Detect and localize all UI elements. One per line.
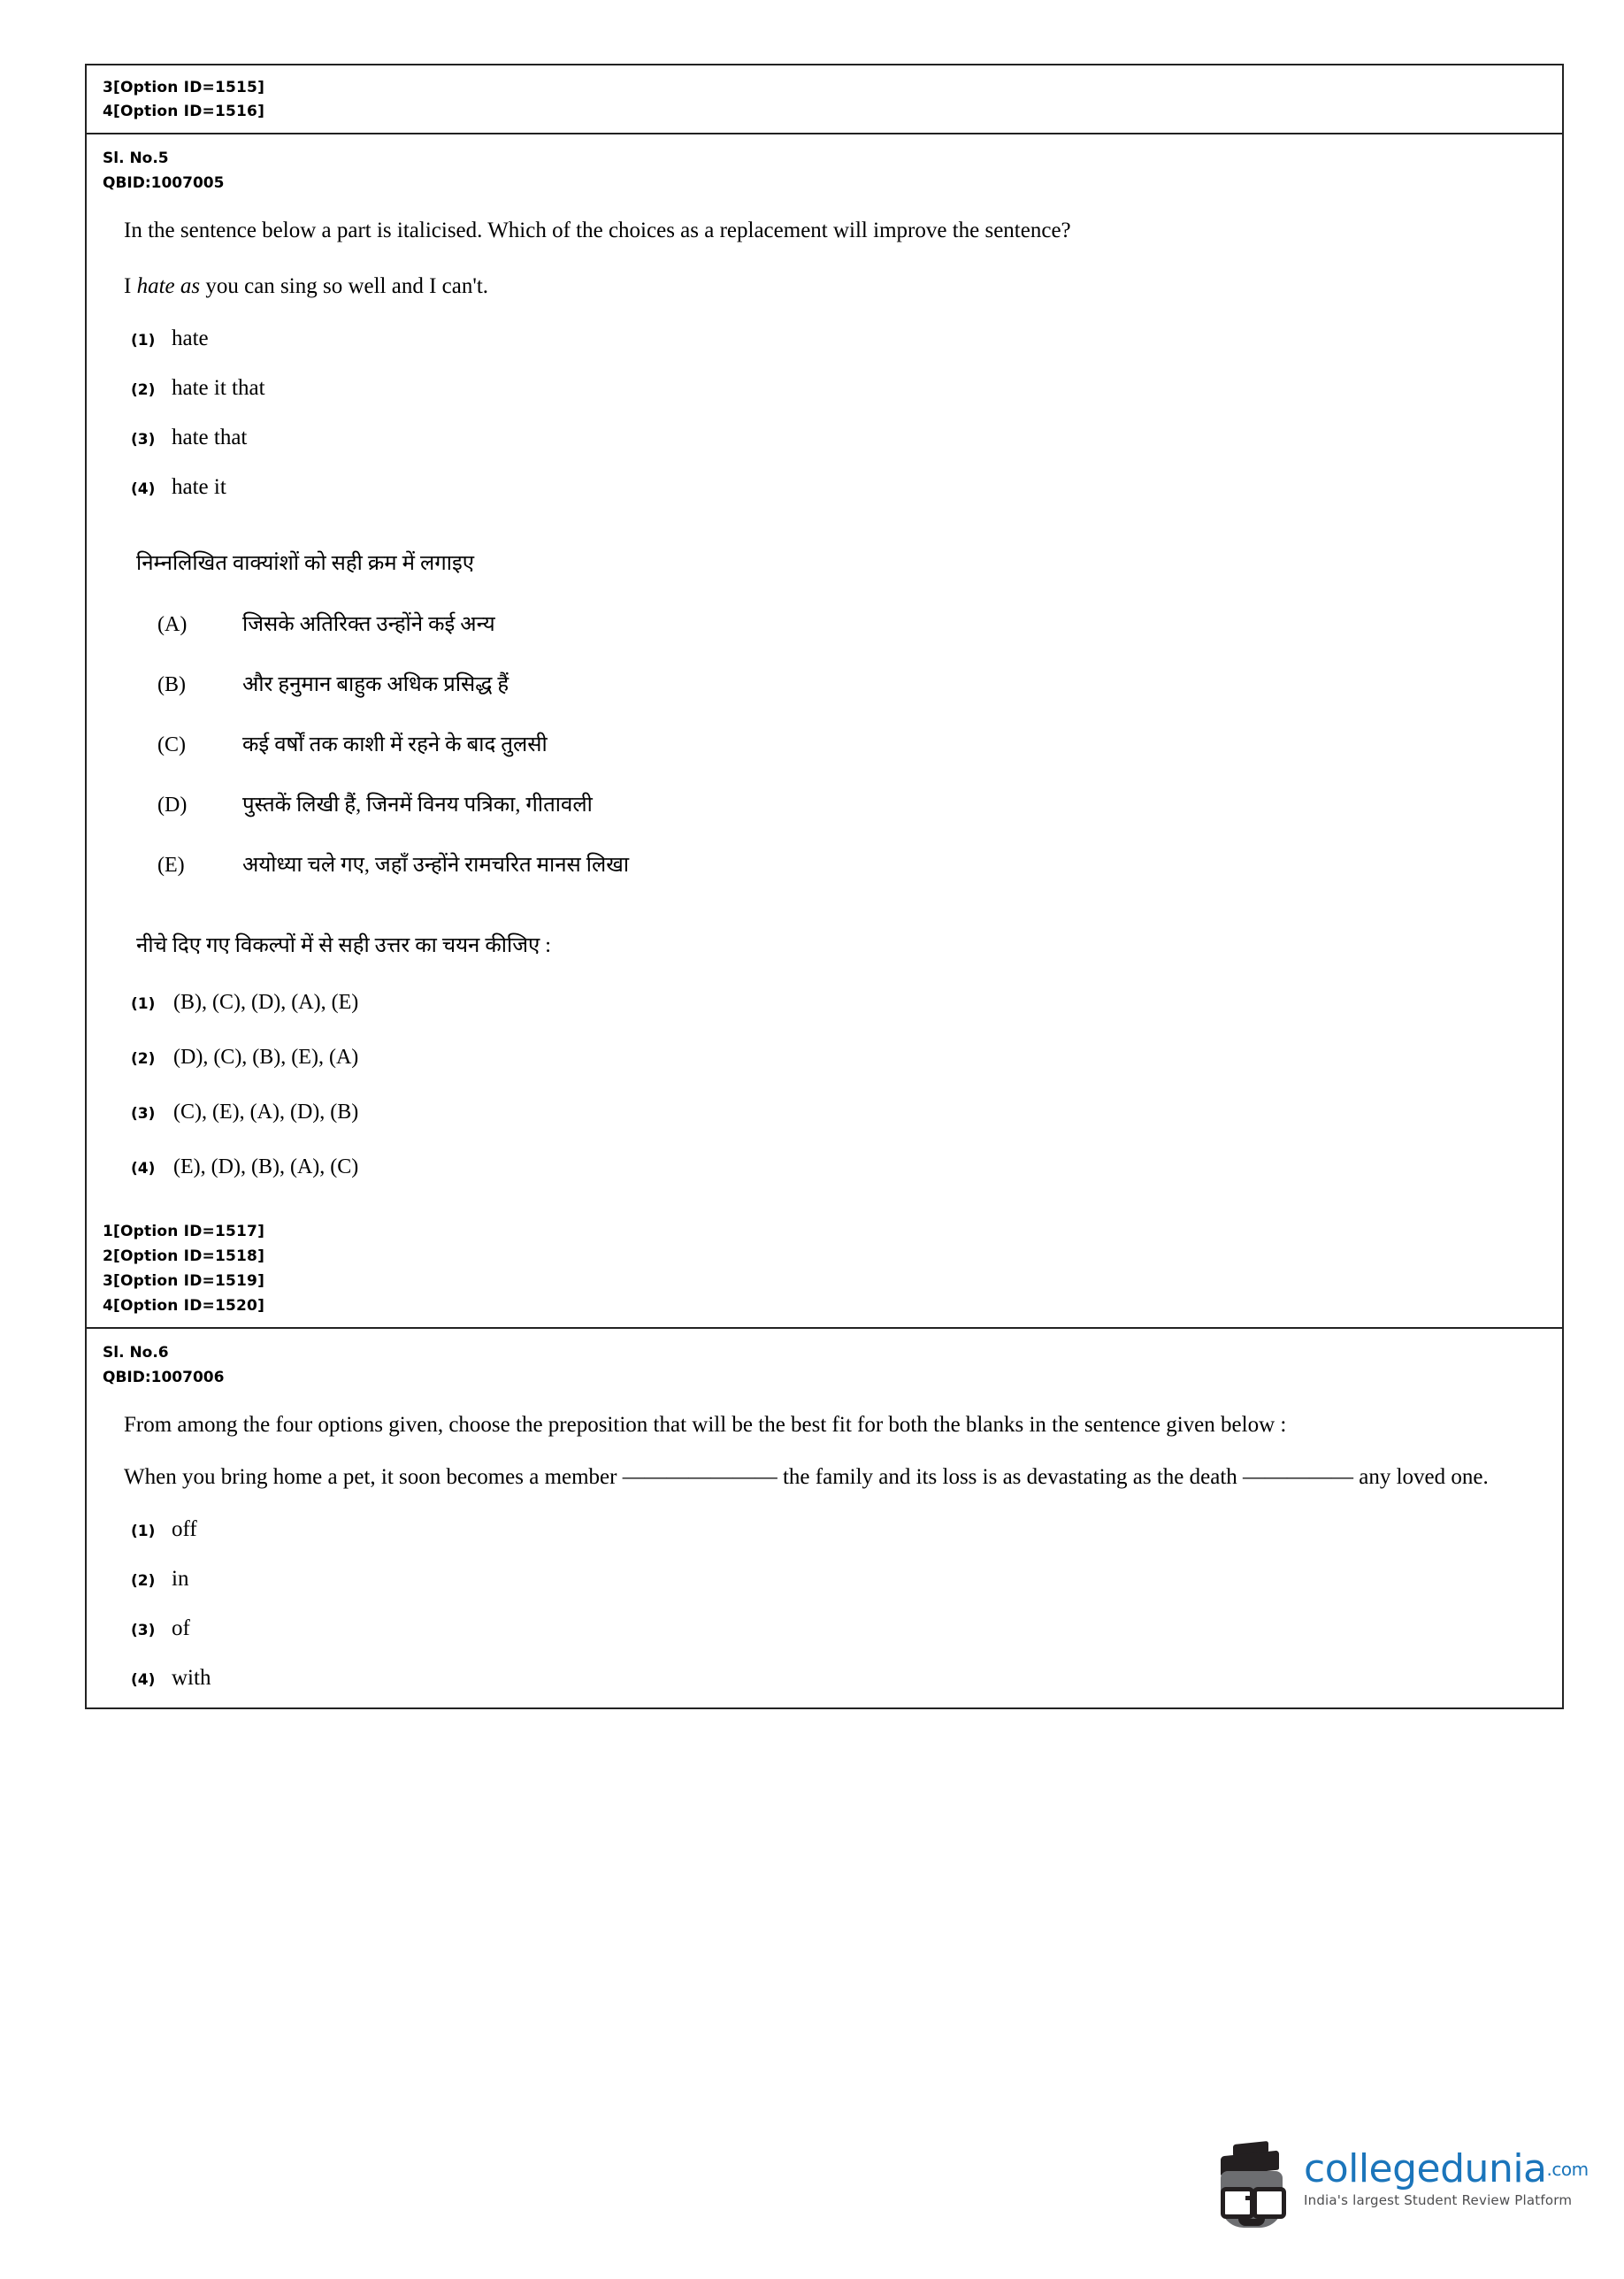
question-block-5 xyxy=(87,134,1562,1329)
hindi-item-text: पुस्तकें लिखी हैं, जिनमें विनय पत्रिका, गीतावली xyxy=(242,794,593,817)
question-6-sl-no: Sl. No.6 xyxy=(103,1344,169,1362)
question-5-qbid: QBID:1007005 xyxy=(103,174,225,192)
hindi-item-a xyxy=(124,610,1527,639)
hindi-instruction-heading: निम्नलिखित वाक्यांशों को सही क्रम में लगाइए xyxy=(136,552,475,575)
option-text: off xyxy=(172,1517,197,1541)
option-text: (D), (C), (B), (E), (A) xyxy=(173,1046,359,1069)
option-text: (B), (C), (D), (A), (E) xyxy=(173,991,359,1014)
option-number: (1) xyxy=(131,332,156,349)
hindi-item-label: (B) xyxy=(157,673,186,696)
option-number: (1) xyxy=(131,995,156,1013)
question-5-option-1[interactable] xyxy=(124,326,1527,352)
option-id-line: 4[Option ID=1520] xyxy=(103,1297,265,1315)
collegedunia-logo xyxy=(1212,2146,1589,2237)
question-5-sentence xyxy=(124,270,1527,303)
brand-text-block xyxy=(1293,2148,1589,2208)
option-text: (E), (D), (B), (A), (C) xyxy=(173,1155,359,1178)
hindi-item-label: (A) xyxy=(157,613,188,636)
brand-name-text: collegedunia xyxy=(1304,2146,1547,2191)
hindi-item-text: कई वर्षों तक काशी में रहने के बाद तुलसी xyxy=(242,733,548,756)
option-number: (3) xyxy=(131,1105,156,1123)
option-id-line: 1[Option ID=1517] xyxy=(103,1223,265,1240)
hindi-item-b xyxy=(124,671,1527,699)
hindi-item-d xyxy=(124,791,1527,819)
question-6-qbid: QBID:1007006 xyxy=(103,1369,225,1386)
question-5-hindi-option-3[interactable] xyxy=(124,1099,1527,1125)
hindi-item-text: जिसके अतिरिक्त उन्होंने कई अन्य xyxy=(242,613,495,636)
hindi-item-label: (E) xyxy=(157,854,185,877)
option-text: hate it that xyxy=(172,376,265,400)
option-number: (2) xyxy=(131,1050,156,1068)
question-5-sl-no: Sl. No.5 xyxy=(103,150,169,167)
question-6-option-2[interactable] xyxy=(124,1566,1527,1592)
option-id-line: 2[Option ID=1518] xyxy=(103,1247,265,1265)
question-6-sentence: When you bring home a pet, it soon becomes a member ——————— the family and its loss is as devastating as the death ————— any loved one. xyxy=(124,1465,1489,1489)
option-text: with xyxy=(172,1666,211,1690)
sentence-italic-part: hate as xyxy=(136,274,201,298)
brand-name xyxy=(1304,2148,1589,2191)
question-5-option-4[interactable] xyxy=(124,474,1527,501)
option-number: (4) xyxy=(131,1671,156,1689)
question-5-option-ids xyxy=(87,1219,1562,1327)
question-5-hindi-section xyxy=(124,549,1527,1180)
option-text: hate xyxy=(172,326,209,350)
footer-branding xyxy=(1212,2146,1589,2254)
option-id-line: 3[Option ID=1515] xyxy=(103,79,265,96)
hindi-item-text: और हनुमान बाहुक अधिक प्रसिद्ध हैं xyxy=(242,673,509,696)
glasses-left-icon xyxy=(1221,2187,1254,2219)
option-number: (3) xyxy=(131,1622,156,1639)
option-number: (1) xyxy=(131,1523,156,1540)
question-block-6 xyxy=(87,1329,1562,1707)
question-5-body xyxy=(87,214,1562,1180)
glasses-right-icon xyxy=(1252,2187,1286,2219)
question-6-stem: From among the four options given, choose the preposition that will be the best fit for both the blanks in the sentence given below : xyxy=(124,1413,1287,1437)
hindi-item-e xyxy=(124,851,1527,879)
option-text: hate it xyxy=(172,475,226,499)
question-paper-sheet xyxy=(85,64,1564,1709)
option-text: of xyxy=(172,1616,190,1640)
graduate-mascot-icon xyxy=(1212,2148,1293,2237)
option-number: (4) xyxy=(131,480,156,498)
glasses-bridge-icon xyxy=(1245,2196,1252,2200)
option-text: hate that xyxy=(172,426,248,449)
continued-option-ids xyxy=(87,65,1562,134)
sentence-pre: I xyxy=(124,274,137,298)
option-id-line: 4[Option ID=1516] xyxy=(103,103,265,120)
question-5-hindi-option-2[interactable] xyxy=(124,1044,1527,1070)
brand-name-suffix: .com xyxy=(1546,2159,1589,2180)
option-id-line: 3[Option ID=1519] xyxy=(103,1272,265,1290)
question-6-body xyxy=(87,1408,1562,1707)
question-5-stem: In the sentence below a part is italicised. Which of the choices as a replacement will improve the sentence? xyxy=(124,219,1071,242)
question-6-option-3[interactable] xyxy=(124,1615,1527,1642)
option-number: (2) xyxy=(131,381,156,399)
mouth-icon xyxy=(1238,2219,1265,2226)
option-text: in xyxy=(172,1567,189,1591)
question-6-option-4[interactable] xyxy=(124,1665,1527,1692)
question-5-option-3[interactable] xyxy=(124,425,1527,451)
hindi-item-label: (C) xyxy=(157,733,186,756)
option-text: (C), (E), (A), (D), (B) xyxy=(173,1101,359,1124)
sentence-post: you can sing so well and I can't. xyxy=(200,274,489,298)
option-number: (3) xyxy=(131,431,156,449)
hindi-item-c xyxy=(124,731,1527,759)
hindi-choose-answer-instruction: नीचे दिए गए विकल्पों में से सही उत्तर का चयन कीजिए : xyxy=(136,934,551,957)
question-6-option-1[interactable] xyxy=(124,1516,1527,1543)
question-5-hindi-option-4[interactable] xyxy=(124,1154,1527,1180)
option-number: (2) xyxy=(131,1572,156,1590)
hindi-item-label: (D) xyxy=(157,794,188,817)
question-5-option-2[interactable] xyxy=(124,375,1527,402)
brand-tagline: India's largest Student Review Platform xyxy=(1304,2192,1573,2208)
spacer xyxy=(124,1692,1527,1707)
hindi-item-text: अयोध्या चले गए, जहाँ उन्होंने रामचरित मानस लिखा xyxy=(242,854,630,877)
question-5-hindi-option-1[interactable] xyxy=(124,989,1527,1016)
option-number: (4) xyxy=(131,1160,156,1178)
